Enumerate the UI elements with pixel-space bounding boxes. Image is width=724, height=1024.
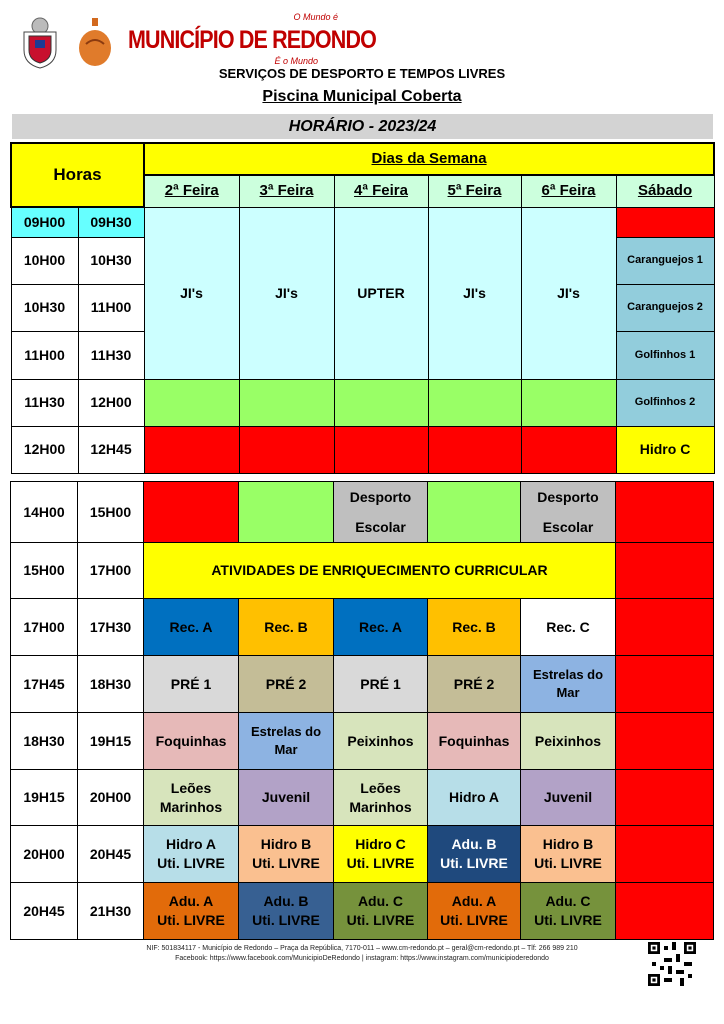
time-end: 12H00 [78, 379, 144, 426]
slot-line: Adu. B [451, 836, 497, 853]
slot-fri: JI's [521, 207, 616, 379]
afternoon-schedule-table [10, 481, 714, 940]
slot-mon: JI's [144, 207, 239, 379]
slot-wed [334, 826, 428, 883]
slot-sat-closed [616, 482, 714, 543]
day-header: Sábado [616, 175, 714, 207]
slot-line: Hidro B [542, 836, 594, 853]
slot-tue: PRÉ 2 [239, 656, 334, 713]
slot-thu: JI's [428, 207, 521, 379]
time-end: 15H00 [78, 482, 144, 543]
time-end: 17H30 [78, 599, 144, 656]
time-start: 11H00 [11, 331, 78, 379]
brand-name: MUNICÍPIO DE REDONDO [128, 26, 376, 54]
slot-tue [239, 826, 334, 883]
time-end: 09H30 [78, 207, 144, 237]
footer-social: Facebook: https://www.facebook.com/MunicipioDeRedondo | instagram: https://www.instagram.com/municipioderedondo [175, 955, 549, 962]
slot-sat: Caranguejos 1 [616, 237, 714, 284]
time-end: 19H15 [78, 713, 144, 770]
time-start: 20H45 [11, 883, 78, 940]
slot-mon: Leões Marinhos [144, 770, 239, 826]
slot-line: Uti. LIVRE [157, 855, 225, 871]
slot-line: Adu. A [168, 893, 214, 910]
slot-sat: Caranguejos 2 [616, 284, 714, 331]
time-start: 09H00 [11, 207, 78, 237]
slot-mon [144, 826, 239, 883]
slot-line: Uti. LIVRE [440, 912, 508, 928]
slot-line: Adu. C [357, 893, 404, 910]
day-header: 4ª Feira [334, 175, 428, 207]
slot-line: Uti. LIVRE [346, 855, 415, 871]
slot-sat-closed [616, 207, 714, 237]
time-start: 10H30 [11, 284, 78, 331]
slot-sat-closed [616, 826, 714, 883]
slot-sat-closed [616, 656, 714, 713]
slot-sat: Golfinhos 2 [616, 379, 714, 426]
time-end: 10H30 [78, 237, 144, 284]
pottery-logo-icon [76, 16, 116, 68]
slot-wed: Leões Marinhos [334, 770, 428, 826]
slot-sat-closed [616, 543, 714, 599]
time-end: 20H45 [78, 826, 144, 883]
time-start: 15H00 [11, 543, 78, 599]
slot-free [428, 482, 521, 543]
slot-line: Adu. C [545, 893, 591, 910]
slot-free [428, 379, 521, 426]
slot-free [239, 482, 334, 543]
footer-contact: NIF: 501834117 - Município de Redondo – Praça da República, 7170-011 – www.cm-redondo.pt – geral@cm-redondo.pt – Tlf: 266 989 210 [146, 945, 578, 952]
brand-tagline-bottom: É o Mundo [274, 56, 318, 66]
slot-line: Hidro C [355, 836, 406, 853]
time-start: 14H00 [11, 482, 78, 543]
slot-line: Adu. A [451, 893, 497, 910]
time-start: 17H45 [11, 656, 78, 713]
slot-tue: Rec. B [239, 599, 334, 656]
time-end: 12H45 [78, 426, 144, 473]
slot-sat: Hidro C [616, 426, 714, 473]
slot-tue [239, 883, 334, 940]
slot-thu: Rec. B [428, 599, 521, 656]
slot-mon: Foquinhas [144, 713, 239, 770]
slot-thu [428, 883, 521, 940]
slot-thu: PRÉ 2 [428, 656, 521, 713]
slot-sat-closed [616, 599, 714, 656]
slot-mon [144, 883, 239, 940]
footer [0, 944, 724, 964]
slot-line: Uti. LIVRE [157, 912, 225, 928]
time-end: 18H30 [78, 656, 144, 713]
slot-sat-closed [616, 770, 714, 826]
slot-free [144, 379, 239, 426]
slot-free [239, 379, 334, 426]
slot-wed: Peixinhos [334, 713, 428, 770]
slot-closed [428, 426, 521, 473]
slot-thu: Foquinhas [428, 713, 521, 770]
slot-line: Uti. LIVRE [534, 912, 602, 928]
time-start: 19H15 [11, 770, 78, 826]
aec-block: ATIVIDADES DE ENRIQUECIMENTO CURRICULAR [144, 543, 616, 599]
slot-closed [144, 482, 239, 543]
slot-line: Uti. LIVRE [346, 912, 415, 928]
slot-fri: Peixinhos [521, 713, 616, 770]
brand-tagline-top: O Mundo é [293, 12, 338, 22]
time-end: 11H30 [78, 331, 144, 379]
day-header: 5ª Feira [428, 175, 521, 207]
slot-closed [144, 426, 239, 473]
slot-wed [334, 883, 428, 940]
slot-fri: Desporto Escolar [521, 482, 616, 543]
slot-closed [334, 426, 428, 473]
slot-fri: Estrelas do Mar [521, 656, 616, 713]
slot-fri [521, 826, 616, 883]
brand-wordmark [128, 12, 376, 70]
slot-line: Hidro A [165, 836, 217, 853]
slot-sat-closed [616, 713, 714, 770]
slot-sat-closed [616, 883, 714, 940]
time-end: 21H30 [78, 883, 144, 940]
time-start: 20H00 [11, 826, 78, 883]
slot-thu: Hidro A [428, 770, 521, 826]
slot-line: Uti. LIVRE [440, 855, 508, 871]
time-start: 17H00 [11, 599, 78, 656]
slot-fri: Juvenil [521, 770, 616, 826]
time-start: 12H00 [11, 426, 78, 473]
slot-mon: Rec. A [144, 599, 239, 656]
slot-line: Hidro B [260, 836, 312, 853]
slot-wed: Desporto Escolar [334, 482, 428, 543]
schedule-title: HORÁRIO - 2023/24 [12, 114, 713, 139]
slot-mon: PRÉ 1 [144, 656, 239, 713]
day-header: 3ª Feira [239, 175, 334, 207]
hours-header: Horas [11, 143, 144, 207]
slot-free [334, 379, 428, 426]
time-start: 18H30 [11, 713, 78, 770]
day-header: 2ª Feira [144, 175, 239, 207]
qr-code-icon [648, 942, 696, 986]
days-header: Dias da Semana [144, 143, 714, 175]
slot-wed: UPTER [334, 207, 428, 379]
morning-schedule-table [10, 142, 715, 474]
slot-fri: Rec. C [521, 599, 616, 656]
slot-tue: Estrelas do Mar [239, 713, 334, 770]
slot-line: Uti. LIVRE [252, 855, 320, 871]
slot-line: Uti. LIVRE [534, 855, 602, 871]
slot-fri [521, 883, 616, 940]
time-end: 11H00 [78, 284, 144, 331]
slot-closed [521, 426, 616, 473]
slot-line: Adu. B [263, 893, 309, 910]
department-title: SERVIÇOS DE DESPORTO E TEMPOS LIVRES [218, 66, 506, 81]
time-end: 17H00 [78, 543, 144, 599]
day-header: 6ª Feira [521, 175, 616, 207]
slot-tue: JI's [239, 207, 334, 379]
time-end: 20H00 [78, 770, 144, 826]
slot-wed: Rec. A [334, 599, 428, 656]
slot-closed [239, 426, 334, 473]
slot-line: Uti. LIVRE [252, 912, 320, 928]
facility-title: Piscina Municipal Coberta [262, 88, 462, 105]
slot-sat: Golfinhos 1 [616, 331, 714, 379]
time-start: 10H00 [11, 237, 78, 284]
slot-wed: PRÉ 1 [334, 656, 428, 713]
slot-tue: Juvenil [239, 770, 334, 826]
slot-thu [428, 826, 521, 883]
time-start: 11H30 [11, 379, 78, 426]
slot-free [521, 379, 616, 426]
